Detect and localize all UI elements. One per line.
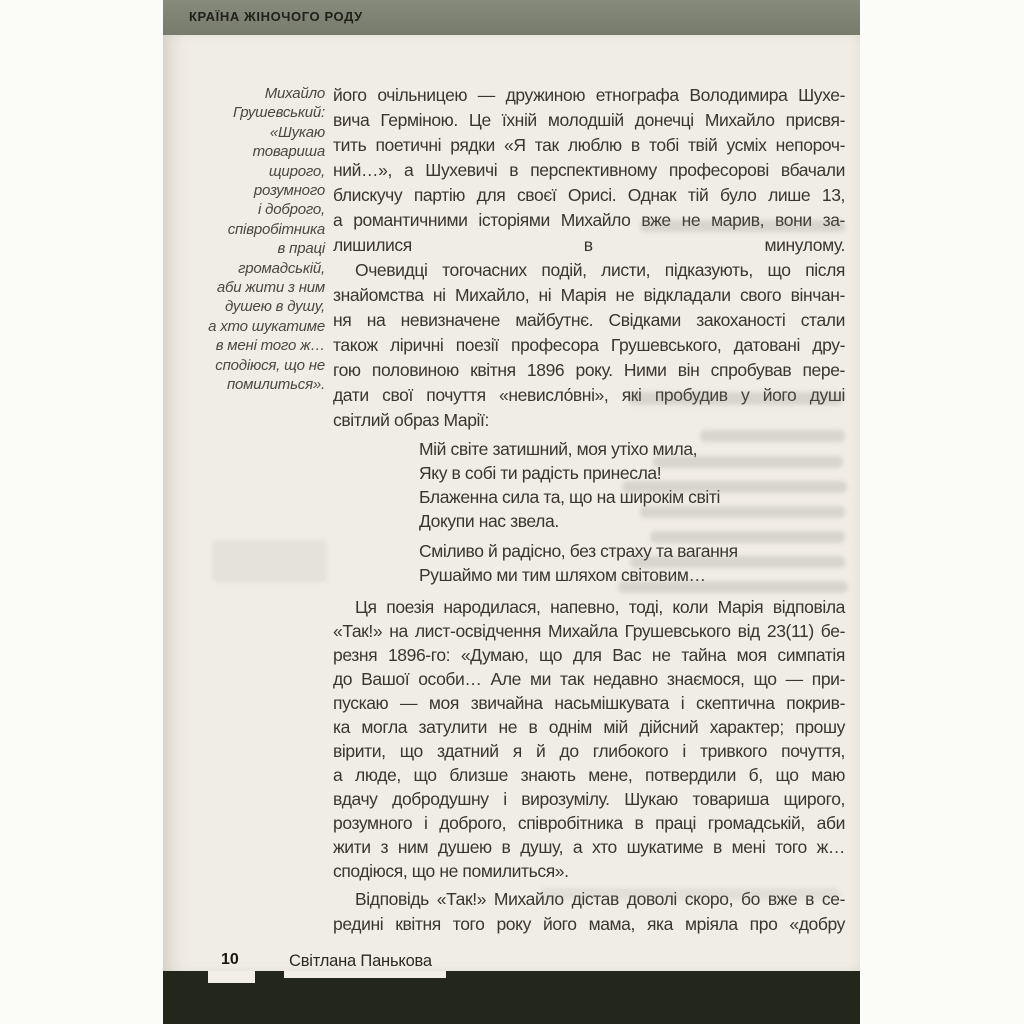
text-line: в мені того ж…	[215, 337, 325, 355]
text-line: «Так!» на лист-освідчення Михайла Грушевського від 23(11) бе-	[333, 621, 845, 641]
text-line: його очільницею — дружиною етнографа Володимира Шухе-	[333, 85, 845, 105]
text-line: розумного	[253, 182, 325, 200]
text-line: душею в душу,	[225, 298, 325, 316]
text-line: громадській,	[238, 259, 325, 277]
text-line: світлий образ Марії:	[333, 410, 489, 430]
text-line: в праці	[277, 240, 325, 258]
text-line: розумного і доброго, співробітника в праці громадській, аби	[333, 813, 845, 833]
text-line: також ліричні поезії професора Грушевського, датовані дру-	[333, 335, 845, 355]
footer-notch-author	[284, 971, 446, 978]
text-line: товариша	[252, 143, 325, 161]
text-line: помилиться».	[226, 376, 325, 394]
paragraph-letter-quote	[333, 595, 845, 883]
bleed-through-artifact	[640, 220, 845, 232]
bleed-through-artifact	[630, 556, 845, 568]
text-line: жити з ним душею в душу, а хто шукатиме в мені того ж…	[333, 837, 845, 857]
footer-notch-page-number	[208, 971, 255, 983]
text-line: Відповідь «Так!» Михайло дістав доволі скоро, бо вже в се-	[355, 889, 845, 909]
text-line: Очевидці тогочасних подій, листи, підказують, що після	[355, 260, 845, 280]
text-line: Рушаймо ми тим шляхом світовим…	[419, 565, 706, 585]
text-line: пускаю — моя звичайна насьмішкувата і скептична покрив-	[333, 693, 845, 713]
bleed-through-artifact	[700, 430, 845, 442]
text-line: ка могла затулити не в однім мій дійсний характер; прошу	[333, 717, 845, 737]
text-line: тить поетичні рядки «Я так люблю в тобі твій усміх непороч-	[333, 135, 845, 155]
series-title: КРАЇНА ЖІНОЧОГО РОДУ	[189, 9, 363, 24]
text-line: вірити, що здатний я й до глибокого і тривкого почуття,	[333, 741, 845, 761]
bleed-through-artifact	[653, 456, 843, 468]
text-line: вича Герміною. Це їхній молодшій донечці Михайло присвя-	[333, 110, 845, 130]
bleed-through-artifact	[212, 540, 327, 582]
bleed-through-artifact	[640, 506, 845, 518]
text-line: вдачу добродушну і вирозумілу. Шукаю товариша щирого,	[333, 789, 845, 809]
text-line: сподіюся, що не помилиться».	[333, 861, 569, 881]
text-line: ня на невизначене майбутнє. Свідками закоханості стали	[333, 310, 845, 330]
text-line: Ця поезія народилася, напевно, тоді, коли Марія відповіла	[355, 597, 845, 617]
text-line: Докупи нас звела.	[419, 511, 559, 531]
text-line: аби жити з ним	[216, 279, 325, 297]
text-line: співробітника	[227, 220, 325, 238]
text-line: гою половиною квітня 1896 року. Ними він спробував пере-	[333, 360, 845, 380]
bleed-through-artifact	[622, 481, 847, 493]
margin-quote	[165, 84, 325, 395]
footer-band	[163, 971, 860, 1024]
text-line: і доброго,	[258, 201, 325, 219]
text-line: Грушевський:	[232, 104, 325, 122]
bleed-through-artifact	[650, 531, 845, 543]
text-line: Яку в собі ти радість принесла!	[419, 463, 662, 483]
text-line: ний…», а Шухевичі в перспективному професорові вбачали	[333, 160, 845, 180]
text-line: «Шукаю	[269, 123, 325, 141]
bleed-through-artifact	[628, 392, 843, 405]
text-line: Сміливо й радісно, без страху та вагання	[419, 541, 738, 561]
text-line: сподіюся, що не	[215, 356, 325, 374]
text-line: а романтичними історіями Михайло вже не марив, вони за-	[333, 210, 845, 230]
text-line: Мій світе затишний, моя утіхо мила,	[419, 439, 698, 459]
bleed-through-artifact	[540, 888, 840, 900]
running-footer-author: Світлана Панькова	[289, 952, 432, 970]
text-line: Блаженна сила та, що на широкім світі	[419, 487, 721, 507]
text-line: знайомства ні Михайло, ні Марія не відкладали свого вінчан-	[333, 285, 845, 305]
header-band	[163, 0, 860, 35]
bleed-through-artifact	[618, 581, 848, 593]
page-number: 10	[221, 951, 239, 968]
text-line: а хто шукатиме	[208, 317, 325, 335]
text-line: а люде, що близше знають мене, потвердили б, що маю	[333, 765, 845, 785]
text-line: блискучу партію для своєї Орисі. Однак тій було лише 13,	[333, 185, 845, 205]
text-line: до Вашої особи… Але ми так недавно знаємося, що — при-	[333, 669, 845, 689]
text-line: дати свої почуття «невисло́вні», які пробудив у його душі	[333, 385, 845, 405]
text-line: резня 1896-го: «Думаю, що для Вас не тайна моя симпатія	[333, 645, 845, 665]
text-line: Михайло	[264, 85, 325, 102]
paragraph-witnesses	[333, 258, 845, 433]
text-line: лишилися в минулому.	[333, 235, 845, 255]
text-line: щирого,	[268, 162, 325, 180]
text-line: редині квітня того року його мама, яка мріяла про «добру	[333, 914, 845, 934]
